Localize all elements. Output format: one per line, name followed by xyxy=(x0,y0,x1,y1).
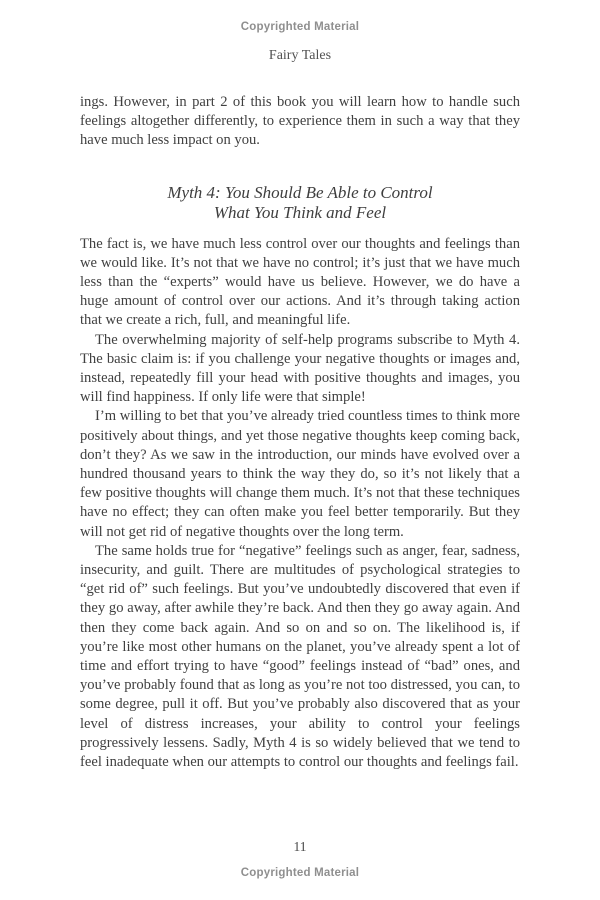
body-paragraphs-before-heading xyxy=(80,93,520,151)
body-paragraph: The fact is, we have much less control over our thoughts and feelings than we would like. It’s not that we have no control; it’s just that we have much less than the “experts” would have us believe. However, we do have a huge amount of control over our actions. And it’s through taking action that we create a rich, full, and meaningful life. xyxy=(80,235,520,329)
body-paragraphs-after-heading xyxy=(80,235,520,773)
section-heading-line2: What You Think and Feel xyxy=(213,203,387,223)
page-body xyxy=(80,93,520,772)
page-number: 11 xyxy=(293,839,307,854)
copyright-notice-top: Copyrighted Material xyxy=(240,21,360,33)
running-head-book-title: Fairy Tales xyxy=(268,48,332,63)
section-heading-line1: Myth 4: You Should Be Able to Control xyxy=(167,182,433,202)
body-paragraph: The same holds true for “negative” feelings such as anger, fear, sadness, insecurity, and guilt. There are multitudes of psychological strategies to “get rid of” such feelings. But you’ve undoubtedly discovered that even if they go away, after awhile they’re back. And then they go away again. And then they come back again. And so on and so on. The likelihood is, if you’re like most other humans on the planet, you’ve already spent a lot of time and effort trying to have “good” feelings instead of “bad” ones, and you’ve probably found that as long as you’re not too distressed, you can, to some degree, pull it off. But you’ve probably also discovered that as your level of distress increases, your ability to control your feelings progressively lessens. Sadly, Myth 4 is so widely believed that we tend to feel inadequate when our attempts to control our thoughts and feelings fail. xyxy=(80,542,520,771)
body-paragraph: The overwhelming majority of self-help programs subscribe to Myth 4. The basic claim is: if you challenge your negative thoughts or images and, instead, repeatedly fill your head with positive thoughts and images, you will find happiness. If only life were that simple! xyxy=(80,331,520,406)
copyright-notice-bottom: Copyrighted Material xyxy=(240,867,360,879)
body-paragraph: ings. However, in part 2 of this book you will learn how to handle such feelings altogether differently, to experience them in such a way that they have much less impact on you. xyxy=(80,94,520,149)
body-paragraph: I’m willing to bet that you’ve already tried countless times to think more positively about things, and yet those negative thoughts keep coming back, don’t they? As we saw in the introduction, our minds have evolved over a hundred thousand years to think the way they do, so it’s not likely that a few positive thoughts will change them much. It’s not that these techniques have no effect; they can often make you feel better temporarily. But they will not get rid of negative thoughts over the long term. xyxy=(80,408,520,540)
section-heading xyxy=(80,183,520,224)
